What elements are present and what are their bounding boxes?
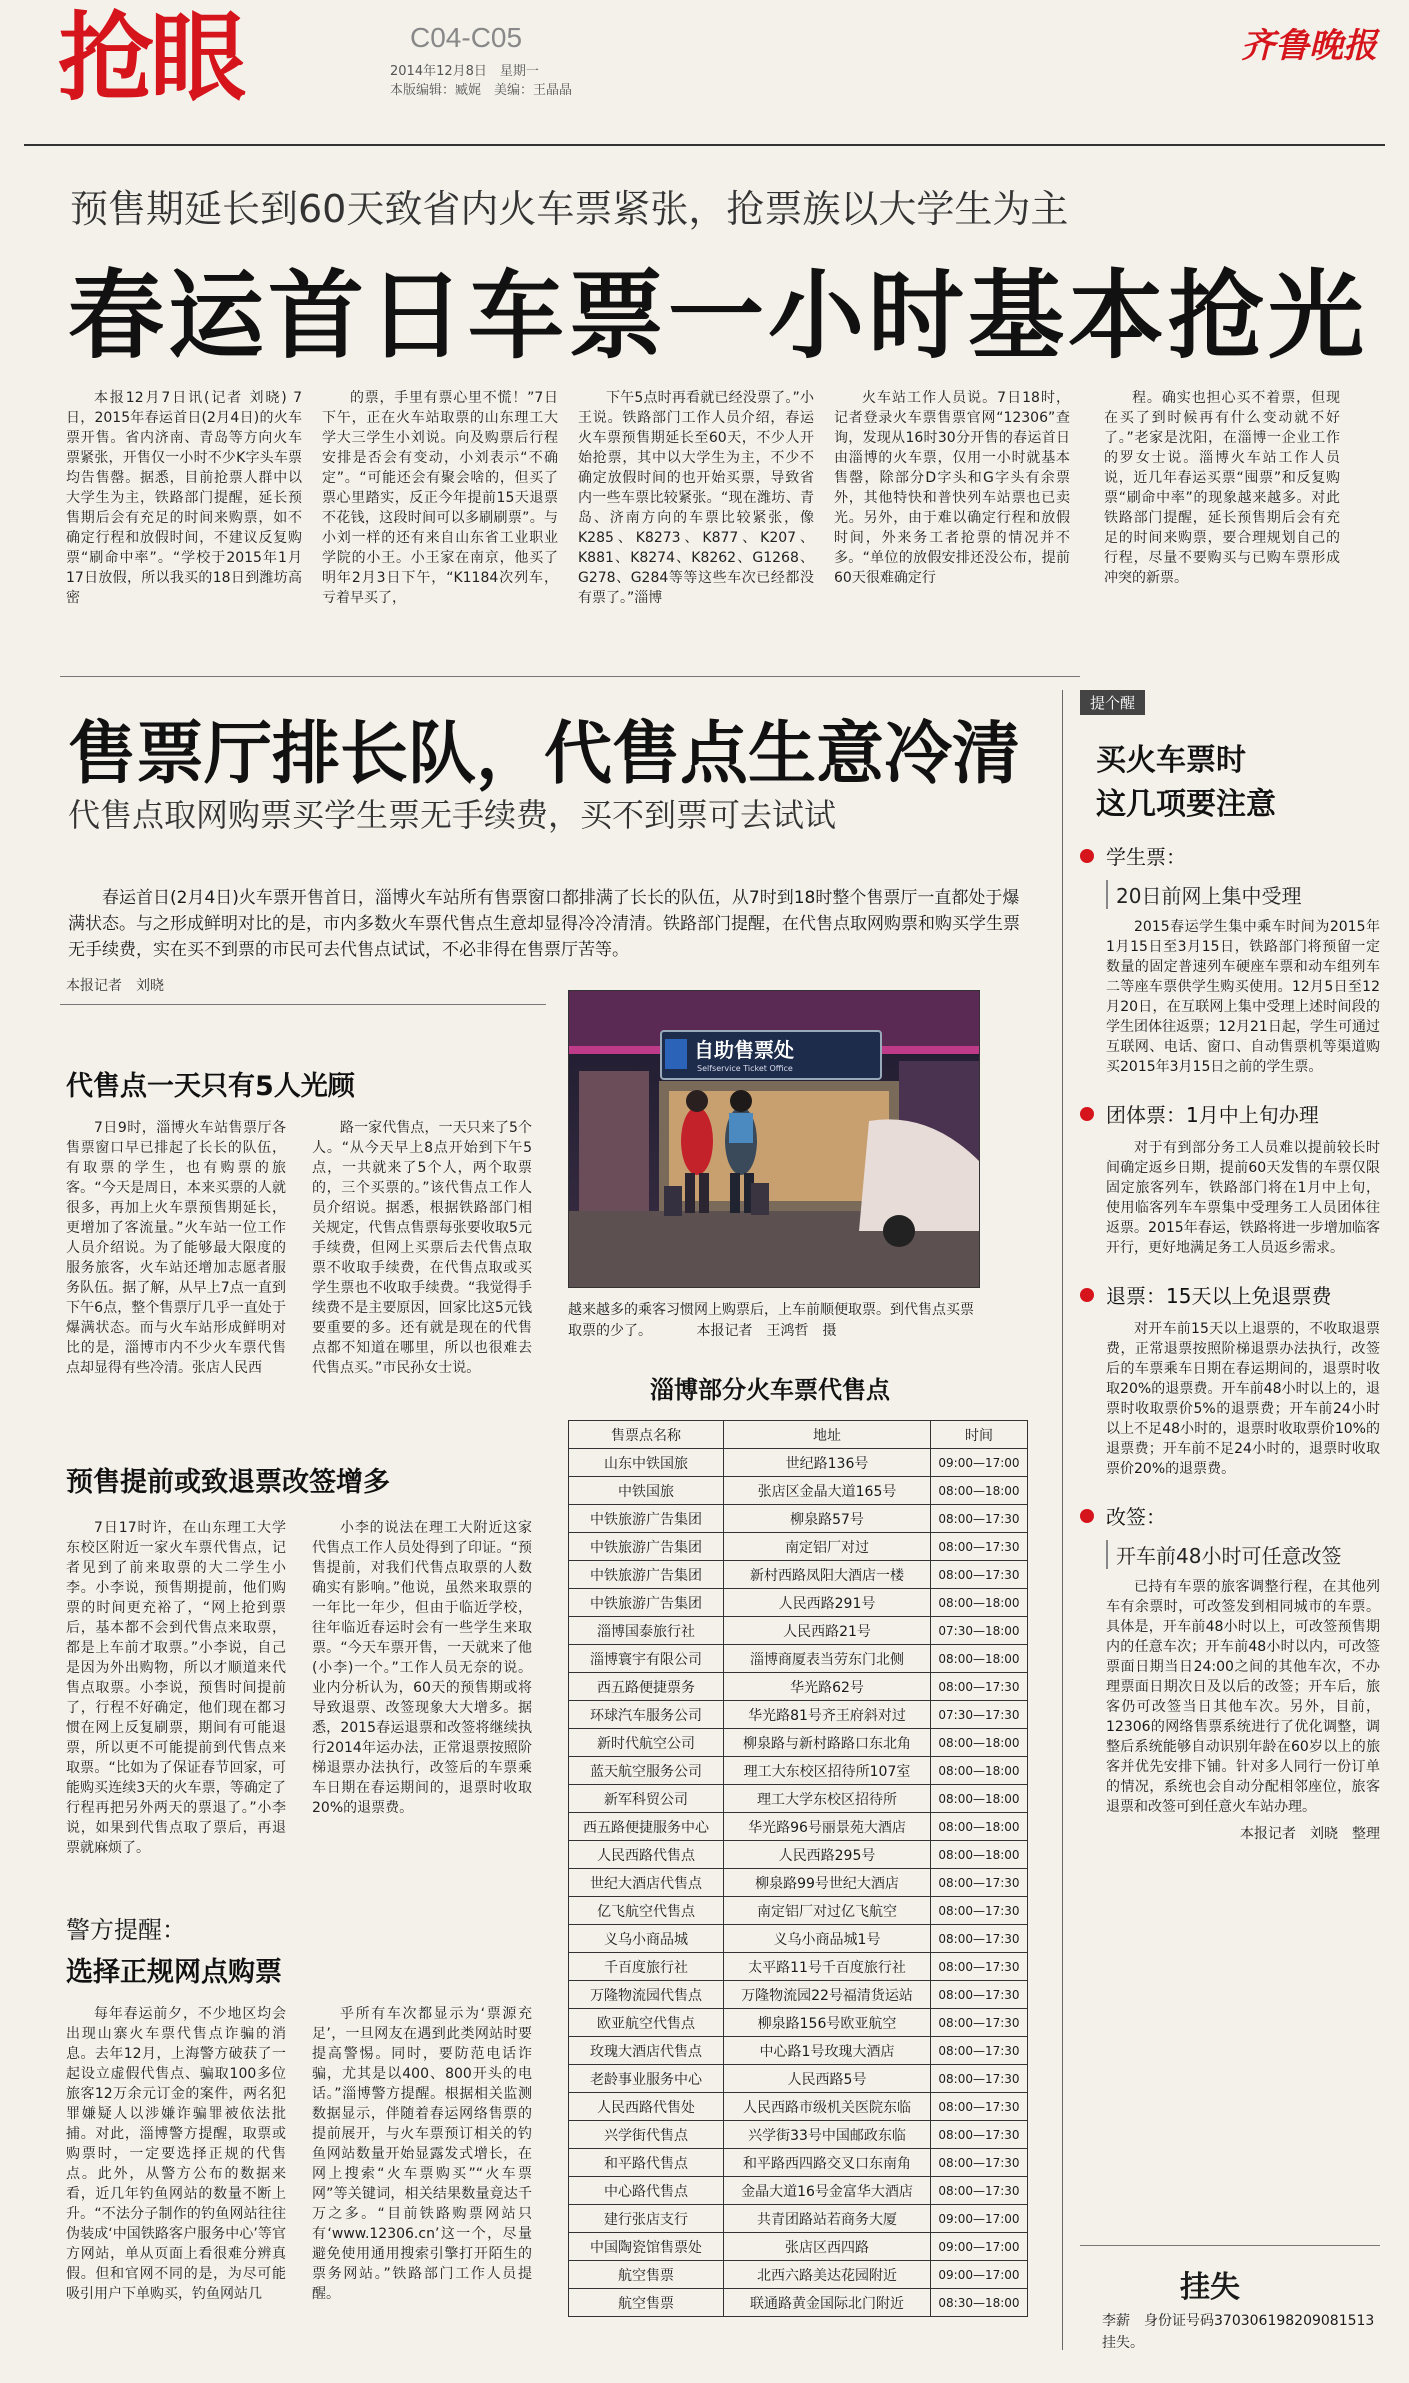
table-cell: 柳泉路与新村路路口东北角 [724,1729,931,1757]
table-cell: 理工大学东校区招待所 [724,1785,931,1813]
bullet-dot-icon [1080,849,1094,863]
story1-column-1: 本报12月7日讯(记者 刘晓) 7日，2015年春运首日(2月4日)的火车票开售。省内济南、青岛等方向火车票紧张，开售仅一小时不少K字头车票均告售罄。据悉，目前抢票人群中以大学生为主，铁路部门提醒，延长预售期后会有充足的时间来购票，如不确定行程和放假时间，不建议反复购票“刷命中率”。“学校于2015年1月17日放假，所以我买的18日到潍坊高密 [66,390,302,606]
table-cell: 新军科贸公司 [569,1785,724,1813]
sidebar-title-line: 这几项要注意 [1096,787,1276,822]
issue-date: 2014年12月8日 星期一 [390,64,539,79]
table-cell: 新村西路凤阳大酒店一楼 [724,1561,931,1589]
table-cell: 西五路便捷票务 [569,1673,724,1701]
table-cell: 张店区西四路 [724,2233,931,2261]
sidebar-section-student [1080,841,1380,1077]
table-cell: 淄博寰宇有限公司 [569,1645,724,1673]
table-cell: 华光路81号齐王府斜对过 [724,1701,931,1729]
sidebar-section-refund [1080,1280,1380,1479]
table-cell: 08:00—18:00 [931,1813,1028,1841]
section-head: 退票：15天以上免退票费 [1106,1284,1332,1308]
column-header: 售票点名称 [569,1421,724,1449]
section1-column-1: 7日9时，淄博火车站售票厅各售票窗口早已排起了长长的队伍，有取票的学生，也有购票的旅客。“今天是周日，本来买票的人就很多，再加上火车票预售期延长，更增加了客流量。”火车站一位工作人员介绍说。为了能够最大限度的服务旅客，火车站还增加志愿者服务队伍。据了解，从早上7点一直到下午6点，整个售票厅几乎一直处于爆满状态。而与火车站形成鲜明对比的是，淄博市内不少火车票代售点却显得有些冷清。张店人民西 [66,1120,286,1376]
section-body: 2015春运学生集中乘车时间为2015年1月15日至3月15日，铁路部门将预留一定数量的固定普速列车硬座车票和动车组列车二等座车票供学生购买使用。12月5日至12月20日，在互联网上集中受理上述时间段的学生团体往返票；12月21日起，学生可通过互联网、电话、窗口、自动售票机等渠道购买2015年3月15日之前的学生票。 [1106,919,1380,1075]
sidebar-tag: 提个醒 [1080,690,1145,715]
table-row [569,1925,1028,1953]
table-row [569,1729,1028,1757]
sidebar [1080,690,1380,1843]
table-cell: 中心路1号玫瑰大酒店 [724,2037,931,2065]
section-head: 学生票： [1106,845,1186,869]
table-cell: 华光路62号 [724,1673,931,1701]
table-cell: 08:00—17:30 [931,2121,1028,2149]
table-row [569,1673,1028,1701]
bullet-dot-icon [1080,1288,1094,1302]
table-cell: 09:00—17:00 [931,2233,1028,2261]
ticket-office-photo [568,990,980,1288]
photo-illustration [569,991,979,1287]
table-cell: 08:00—18:00 [931,1841,1028,1869]
section-body: 已持有车票的旅客调整行程，在其他列车有余票时，可改签发到相同城市的车票。具体是，开车前48小时以上，可改签预售期内的任意车次；开车前48小时以内，可改签票面日期当日24:00之间的其他车次，不办理票面日期次日及以后的改签；开车后，旅客仍可改签当日其他车次。另外，目前，12306的网络售票系统进行了优化调整，调整后系统能够自动识别年龄在60岁以上的旅客并优先安排下铺。针对多人同行一份订单的情况，系统也会自动分配相邻座位，旅客退票和改签可到任意火车站办理。 [1106,1579,1380,1815]
table-cell: 08:00—18:00 [931,1589,1028,1617]
sidebar-section-change [1080,1501,1380,1843]
table-cell: 中铁旅游广告集团 [569,1561,724,1589]
table-cell: 08:00—17:30 [931,2177,1028,2205]
table-row [569,2261,1028,2289]
table-cell: 柳泉路156号欧亚航空 [724,2009,931,2037]
column-header: 时间 [931,1421,1028,1449]
table-cell: 中铁旅游广告集团 [569,1505,724,1533]
table-cell: 09:00—17:00 [931,2205,1028,2233]
table-row [569,1533,1028,1561]
table-cell: 09:00—17:00 [931,1449,1028,1477]
table-header-row [569,1421,1028,1449]
table-cell: 中国陶瓷馆售票处 [569,2233,724,2261]
section2-column-2: 小李的说法在理工大附近这家代售点工作人员处得到了印证。“预售提前，对我们代售点取票的人数确实有影响。”他说，虽然来取票的一年比一年少，但由于临近学校，往年临近春运时会有一些学生来取票。“今天车票开售，一天就来了他(小李)一个。”工作人员无奈的说。业内分析认为，60天的预售期或将导致退票、改签现象大大增多。据悉，2015春运退票和改签将继续执行2014年运办法，正常退票按照阶梯退票办法执行，改签后的车票乘车日期在春运期间的，退票时收取20%的退票费。 [312,1520,532,1816]
section-subhead: 开车前48小时可任意改签 [1106,1540,1380,1569]
section3-column-2: 乎所有车次都显示为‘票源充足’，一旦网友在遇到此类网站时要提高警惕。同时，要防范电话诈骗，尤其是以400、800开头的电话。”淄博警方提醒。根据相关监测数据显示，伴随着春运网络售票的提前展开，与火车票预订相关的钓鱼网站数量开始显露发式增长，在网上搜索“火车票购买”“火车票网”等关键词，相关结果数量竟达千万之多。“目前铁路购票网站只有‘www.12306.cn’这一个，尽量避免使用通用搜索引擎打开陌生的票务网站。”铁路部门工作人员提醒。 [312,2006,532,2302]
masthead-rule [24,144,1385,146]
table-cell: 淄博国泰旅行社 [569,1617,724,1645]
story2-headline: 售票厅排长队，代售点生意冷清 [68,714,1021,794]
table-cell: 共青团路站若商务大厦 [724,2205,931,2233]
table-cell: 08:00—18:00 [931,1785,1028,1813]
page-numbers: C04-C05 [410,22,523,53]
table-cell: 08:00—17:30 [931,1897,1028,1925]
table-cell: 联通路黄金国际北门附近 [724,2289,931,2317]
story1-column-5: 程。确实也担心买不着票，但现在买了到时候再有什么变动就不好了。”老家是沈阳，在淄博一企业工作的罗女士说。淄博火车站工作人员说，近几年春运买票“囤票”和反复购票“刷命中率”的现象越来越多。对此铁路部门提醒，延长预售期后会有充足的时间来购票，要合理规划自己的行程，尽量不要购买与已购车票形成冲突的新票。 [1104,390,1340,586]
story2-subhead: 代售点取网购票买学生票无手续费，买不到票可去试试 [68,796,837,834]
table-cell: 万隆物流园代售点 [569,1981,724,2009]
table-cell: 世纪大酒店代售点 [569,1869,724,1897]
table-cell: 人民西路21号 [724,1617,931,1645]
table-cell: 金晶大道16号金富华大酒店 [724,2177,931,2205]
story1-kicker: 预售期延长到60天致省内火车票紧张，抢票族以大学生为主 [70,187,1069,231]
table-row [569,1561,1028,1589]
table-row [569,2093,1028,2121]
table-cell: 山东中铁国旅 [569,1449,724,1477]
table-cell: 和平路代售点 [569,2149,724,2177]
story1-column-2: 的票，手里有票心里不慌！”7日下午，正在火车站取票的山东理工大学大三学生小刘说。向及购票后行程安排是否会有变动，小刘表示“不确定”。“可能还会有聚会啥的，但买了票心里踏实，反正今年提前15天退票不花钱，这段时间可以多刷刷票”。与小刘一样的还有来自山东省工业职业学院的小王。小王家在南京，他买了明年2月3日下午，“K1184次列车，亏着早买了， [322,390,558,606]
table-cell: 柳泉路99号世纪大酒店 [724,1869,931,1897]
table-row [569,1813,1028,1841]
photo-caption [568,1300,978,1342]
table-cell: 08:00—17:30 [931,1673,1028,1701]
table-cell: 中心路代售点 [569,2177,724,2205]
section1-title: 代售点一天只有5人光顾 [66,1071,355,1102]
table-cell: 08:00—17:30 [931,2065,1028,2093]
table-row [569,2233,1028,2261]
table-cell: 09:00—17:00 [931,2261,1028,2289]
table-row [569,2121,1028,2149]
section2-column-1: 7日17时许，在山东理工大学东校区附近一家火车票代售点，记者见到了前来取票的大二学生小李。小李说，预售期提前，他们购票的时间更充裕了，“网上抢到票后，基本都不会到代售点来取票，都是上车前才取票。”小李说，自己是因为外出购物，所以才顺道来代售点取票。小李说，预售时间提前了，行程不好确定，他们现在都习惯在网上反复刷票，期间有可能退票，所以更不可能提前到代售点来取票。“比如为了保证春节回家，可能购买连续3天的火车票，等确定了行程再把另外两天的票退了。”小李说，如果到代售点取了票后，再退票就麻烦了。 [66,1520,286,1856]
table-cell: 亿飞航空代售点 [569,1897,724,1925]
table-cell: 航空售票 [569,2289,724,2317]
table-row [569,1505,1028,1533]
sidebar-section-group [1080,1099,1380,1258]
story1-column-4: 火车站工作人员说。7日18时，记者登录火车票售票官网“12306”查询，发现从16时30分开售的春运首日由淄博的火车票，仅用一小时就基本售罄，除部分D字头和G字头有余票外，其他特快和普快列车站票也已卖光。另外，由于难以确定行程和放假时间，外来务工者抢票的情况并不多。“单位的放假安排还没公布，提前60天很难确定行 [834,390,1070,586]
table-cell: 人民西路代售处 [569,2093,724,2121]
table-cell: 航空售票 [569,2261,724,2289]
table-cell: 08:00—17:30 [931,1925,1028,1953]
table-cell: 08:00—17:30 [931,1505,1028,1533]
table-row [569,1449,1028,1477]
photo-credit: 本报记者 王鸿哲 摄 [696,1323,837,1339]
table-row [569,1589,1028,1617]
table-row [569,2037,1028,2065]
table-cell: 义乌小商品城 [569,1925,724,1953]
section-body: 对于有到部分务工人员难以提前较长时间确定返乡日期，提前60天发售的车票仅限固定旅客列车，铁路部门将在1月中上旬，使用临客列车车票集中受理务工人员团体往返票。2015年春运，铁路将进一步增加临客开行，更好地满足务工人员返乡需求。 [1106,1140,1380,1256]
section2-title: 预售提前或致退票改签增多 [66,1467,390,1498]
table-cell: 08:00—18:00 [931,1729,1028,1757]
table-row [569,1477,1028,1505]
table-cell: 人民西路市级机关医院东临 [724,2093,931,2121]
table-row [569,1645,1028,1673]
table-row [569,1841,1028,1869]
table-row [569,1953,1028,1981]
divider [60,1004,546,1005]
table-row [569,1981,1028,2009]
table-cell: 兴学街33号中国邮政东临 [724,2121,931,2149]
table-cell: 万隆物流园22号福清货运站 [724,1981,931,2009]
table-cell: 太平路11号千百度旅行社 [724,1953,931,1981]
table-cell: 兴学街代售点 [569,2121,724,2149]
table-cell: 张店区金晶大道165号 [724,1477,931,1505]
story1-column-3: 下午5点时再看就已经没票了。”小王说。铁路部门工作人员介绍，春运火车票预售期延长至60天，不少人开始抢票，其中以大学生为主，不少不确定放假时间的也开始买票，导致省内一些车票比较紧张。“现在潍坊、青岛、济南方向的车票比较紧张，像K285、K8273、K877、K207、K881、K8274、K8262、G1268、G278、G284等等这些车次已经都没有票了。”淄博 [578,390,814,606]
sidebar-divider [1062,690,1063,2350]
table-cell: 07:30—17:30 [931,1701,1028,1729]
table-row [569,2009,1028,2037]
table-cell: 世纪路136号 [724,1449,931,1477]
paper-name: 齐鲁晚报 [1241,26,1377,66]
table-cell: 人民西路291号 [724,1589,931,1617]
lost-notice-title: 挂失 [1180,2270,1240,2305]
caption-text: 越来越多的乘客习惯网上购票后，上车前顺便取票。到代售点买票取票的少了。 [568,1302,974,1339]
table-cell: 08:00—17:30 [931,1953,1028,1981]
table-row [569,1617,1028,1645]
outlets-table [568,1420,1028,2317]
outlets-table-title: 淄博部分火车票代售点 [650,1376,890,1404]
editors: 本版编辑：臧娓 美编：王晶晶 [390,83,573,98]
table-cell: 南定铝厂对过 [724,1533,931,1561]
masthead-meta [390,62,572,100]
table-cell: 08:00—17:30 [931,2037,1028,2065]
table-cell: 北西六路美达花园附近 [724,2261,931,2289]
table-cell: 08:00—17:30 [931,2093,1028,2121]
table-cell: 08:00—17:30 [931,1869,1028,1897]
table-cell: 08:00—18:00 [931,1477,1028,1505]
table-cell: 理工大东校区招待所107室 [724,1757,931,1785]
story1-headline: 春运首日车票一小时基本抢光 [68,259,1368,372]
photo-sign-sub: Selfservice Ticket Office [697,1064,793,1073]
table-cell: 和平路西四路交叉口东南角 [724,2149,931,2177]
section-body: 对开车前15天以上退票的，不收取退票费，正常退票按照阶梯退票办法执行，改签后的车票乘车日期在春运期间的，退票时收取20%的退票费。开车前48小时以上的，退票时收取票价5%的退票费；开车前24小时以上不足48小时的，退票时收取票价10%的退票费；开车前不足24小时的，退票时收取票价20%的退票费。 [1106,1321,1380,1477]
section3-title: 选择正规网点购票 [66,1957,282,1988]
story2-byline: 本报记者 刘晓 [66,978,164,994]
table-row [569,1701,1028,1729]
table-cell: 人民西路5号 [724,2065,931,2093]
table-row [569,1897,1028,1925]
table-cell: 08:00—17:30 [931,2009,1028,2037]
sidebar-title [1096,739,1380,827]
table-cell: 08:00—17:30 [931,2149,1028,2177]
table-cell: 08:00—17:30 [931,1561,1028,1589]
table-cell: 中铁旅游广告集团 [569,1589,724,1617]
table-cell: 环球汽车服务公司 [569,1701,724,1729]
sidebar-title-line: 买火车票时 [1096,743,1246,778]
table-cell: 柳泉路57号 [724,1505,931,1533]
section-head: 改签： [1106,1505,1166,1529]
section3-column-1: 每年春运前夕，不少地区均会出现山寨火车票代售点诈骗的消息。去年12月，上海警方破获了一起设立虚假代售点、骗取100多位旅客12万余元订金的案件，两名犯罪嫌疑人以涉嫌诈骗罪被依法批捕。对此，淄博警方提醒，取票或购票时，一定要选择正规的代售点。此外，从警方公布的数据来看，近几年钓鱼网站的数量不断上升。“不法分子制作的钓鱼网站往往伪装成‘中国铁路客户服务中心’等官方网站，单从页面上看很难分辨真假。但和官网不同的是，为尽可能吸引用户下单购买，钓鱼网站几 [66,2006,286,2302]
table-row [569,2149,1028,2177]
divider [60,676,1080,677]
table-cell: 08:00—18:00 [931,1645,1028,1673]
table-cell: 老龄事业服务中心 [569,2065,724,2093]
table-cell: 人民西路295号 [724,1841,931,1869]
table-cell: 义乌小商品城1号 [724,1925,931,1953]
table-row [569,2177,1028,2205]
table-row [569,1785,1028,1813]
table-cell: 08:00—17:30 [931,1533,1028,1561]
table-cell: 蓝天航空服务公司 [569,1757,724,1785]
lost-notice-body: 李薪 身份证号码370306198209081513挂失。 [1102,2313,1375,2351]
section-head: 团体票：1月中上旬办理 [1106,1103,1319,1127]
table-cell: 08:00—18:00 [931,1757,1028,1785]
table-cell: 08:30—18:00 [931,2289,1028,2317]
table-cell: 08:00—17:30 [931,1981,1028,2009]
table-cell: 西五路便捷服务中心 [569,1813,724,1841]
table-row [569,2065,1028,2093]
divider [1080,2245,1380,2246]
table-cell: 中铁国旅 [569,1477,724,1505]
table-cell: 千百度旅行社 [569,1953,724,1981]
table-row [569,2205,1028,2233]
table-cell: 淄博商厦表当劳东门北侧 [724,1645,931,1673]
table-cell: 建行张店支行 [569,2205,724,2233]
table-row [569,2289,1028,2317]
table-row [569,1869,1028,1897]
sidebar-byline: 本报记者 刘晓 整理 [1240,1826,1380,1842]
bullet-dot-icon [1080,1509,1094,1523]
table-cell: 南定铝厂对过亿飞航空 [724,1897,931,1925]
section-subhead: 20日前网上集中受理 [1106,880,1380,909]
masthead-logo: 抢眼 [58,2,242,114]
table-cell: 中铁旅游广告集团 [569,1533,724,1561]
table-cell: 玫瑰大酒店代售点 [569,2037,724,2065]
story2-lead: 春运首日(2月4日)火车票开售首日，淄博火车站所有售票窗口都排满了长长的队伍，从7时到18时整个售票厅一直都处于爆满状态。与之形成鲜明对比的是，市内多数火车票代售点生意却显得冷冷清清。铁路部门提醒，在代售点取网购票和购买学生票无手续费，实在买不到票的市民可去代售点试试，不必非得在售票厅苦等。 [68,888,1020,960]
table-cell: 华光路96号丽景苑大酒店 [724,1813,931,1841]
column-header: 地址 [724,1421,931,1449]
photo-sign-text: 自助售票处 [694,1038,794,1062]
table-cell: 新时代航空公司 [569,1729,724,1757]
table-cell: 07:30—18:00 [931,1617,1028,1645]
section1-column-2: 路一家代售点，一天只来了5个人。“从今天早上8点开始到下午5点，一共就来了5个人，两个取票的，三个买票的。”该代售点工作人员介绍说。据悉，根据铁路部门相关规定，代售点售票每张要收取5元手续费，但网上买票后去代售点取票不收取手续费，在代售点取或买学生票也不收取手续费。“我觉得手续费不是主要原因，回家比这5元钱要重要的多。还有就是现在的代售点都不知道在哪里，所以也很难去代售点买。”市民孙女士说。 [312,1120,532,1376]
bullet-dot-icon [1080,1107,1094,1121]
table-cell: 欧亚航空代售点 [569,2009,724,2037]
section3-kicker: 警方提醒： [66,1916,186,1944]
table-cell: 人民西路代售点 [569,1841,724,1869]
table-row [569,1757,1028,1785]
